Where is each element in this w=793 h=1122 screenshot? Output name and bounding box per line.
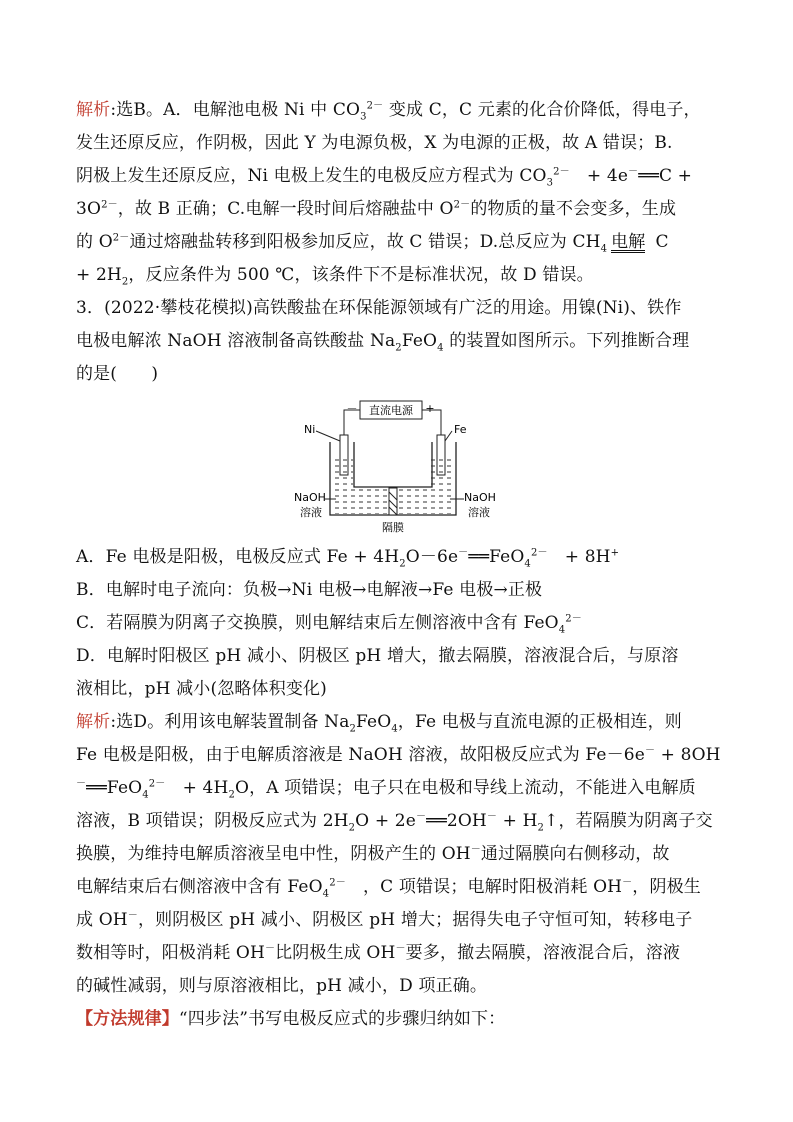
power-source-label: 直流电源 (369, 404, 413, 417)
analysis1-line5: 的 $O^{2-}$通过熔融盐转移到阳极参加反应，故 C 错误；D.总反应为 $CH_4$ 电解 C (76, 232, 669, 255)
ni-label: Ni (304, 423, 316, 436)
analysis2-line3: －══FeO$_4^{2-}$ + $4H_2O$，A 项错误；电子只在电极和导线上流动，不能进入电解质 (76, 778, 696, 801)
question-line3: 的是( ) (76, 364, 159, 384)
method-label: 方法规律 (93, 1009, 162, 1029)
document-page (76, 94, 722, 1036)
positive-terminal: + (425, 402, 435, 415)
solution-right-label: 溶液 (468, 506, 490, 519)
analysis2-label: 解析 (76, 712, 111, 732)
option-d-line1: D．电解时阳极区 pH 减小、阴极区 pH 增大，撤去隔膜，溶液混合后，与原溶 (76, 646, 679, 666)
analysis2-line1: 解析:选D。利用该电解装置制备 $Na_2FeO_4$，Fe 电极与直流电源的正极相连，则 (76, 712, 682, 735)
analysis2-line8: 数相等时，阳极消耗 OH－比阴极生成 OH－要多，撤去隔膜，溶液混合后，溶液 (76, 943, 681, 963)
option-b: B．电解时电子流向：负极→Ni 电极→电解液→Fe 电极→正极 (76, 580, 543, 600)
option-d-line2: 液相比，pH 减小(忽略体积变化) (76, 679, 327, 699)
analysis2-line7: 成 OH－，则阴极区 pH 减小、阴极区 pH 增大；据得失电子守恒可知，转移电子 (76, 910, 693, 930)
analysis1-line1: 解析:选B。A．电解池电极 Ni 中 $CO_3^{2-}$ 变成 C，C 元素的化合价降低，得电子， (76, 100, 701, 123)
option-a: A．Fe 电极是阳极，电极反应式 $Fe + 4H_2O-6e^-══FeO_4^{2-}$ + 8H+ (76, 547, 620, 570)
electrolysis-apparatus-figure (76, 391, 722, 541)
naoh-left-label: NaOH (294, 491, 326, 504)
analysis2-line2: Fe 电极是阳极，由于电解质溶液是 NaOH 溶液，故阳极反应式为 Fe－6e－ + 8OH (76, 745, 721, 765)
answer-options (76, 541, 722, 706)
analysis-label: 解析 (76, 100, 111, 120)
question-line1: 3．(2022·攀枝花模拟)高铁酸盐在环保能源领域有广泛的用途。用镍(Ni)、铁作 (76, 298, 682, 318)
method-rule: 【方法规律】“四步法”书写电极反应式的步骤归纳如下： (76, 1009, 506, 1029)
analysis2-line6: 电解结束后右侧溶液中含有 FeO$_4^{2-}$ ，C 项错误；电解时阳极消耗 OH－，阴极生 (76, 877, 701, 900)
membrane-label: 隔膜 (382, 521, 404, 534)
analysis2-line4: 溶液，B 项错误；阴极反应式为 $2H_2O$ + 2e－══2OH－ + $H_2↑$，若隔膜为阴离子交 (76, 811, 713, 834)
electrolysis-condition: 电解 (611, 232, 646, 252)
negative-terminal: － (346, 402, 358, 415)
analysis1-line2: 发生还原反应，作阴极，因此 Y 为电源负极，X 为电源的正极，故 A 错误；B. (76, 133, 673, 153)
fe-label: Fe (454, 423, 467, 436)
u-tube-inner (354, 442, 432, 487)
analysis1-line3: 阴极上发生还原反应，Ni 电极上发生的电极反应方程式为 $CO_3^{2-}$ + 4e－══C + (76, 166, 693, 189)
analysis2-line5: 换膜，为维持电解质溶液呈电中性，阴极产生的 OH－通过隔膜向右侧移动，故 (76, 844, 670, 864)
solution-left-label: 溶液 (300, 506, 322, 519)
naoh-right-label: NaOH (464, 491, 496, 504)
question-line2: 电极电解浓 NaOH 溶液制备高铁酸盐 $Na_2FeO_4$ 的装置如图所示。下列推断合理 (76, 331, 690, 354)
apparatus-diagram (294, 397, 514, 537)
analysis1-line4: $3O^{2-}$，故 B 正确；C.电解一段时间后熔融盐中 $O^{2-}$的物质的量不会变多，生成 (76, 199, 677, 219)
analysis2-line9: 的碱性减弱，则与原溶液相比，pH 减小，D 项正确。 (76, 976, 488, 996)
option-c: C．若隔膜为阴离子交换膜，则电解结束后左侧溶液中含有 FeO$_4^{2-}$ (76, 613, 582, 636)
analysis1-line6: + $2H_2$，反应条件为 500 ℃，该条件下不是标准状况，故 D 错误。 (76, 265, 594, 288)
